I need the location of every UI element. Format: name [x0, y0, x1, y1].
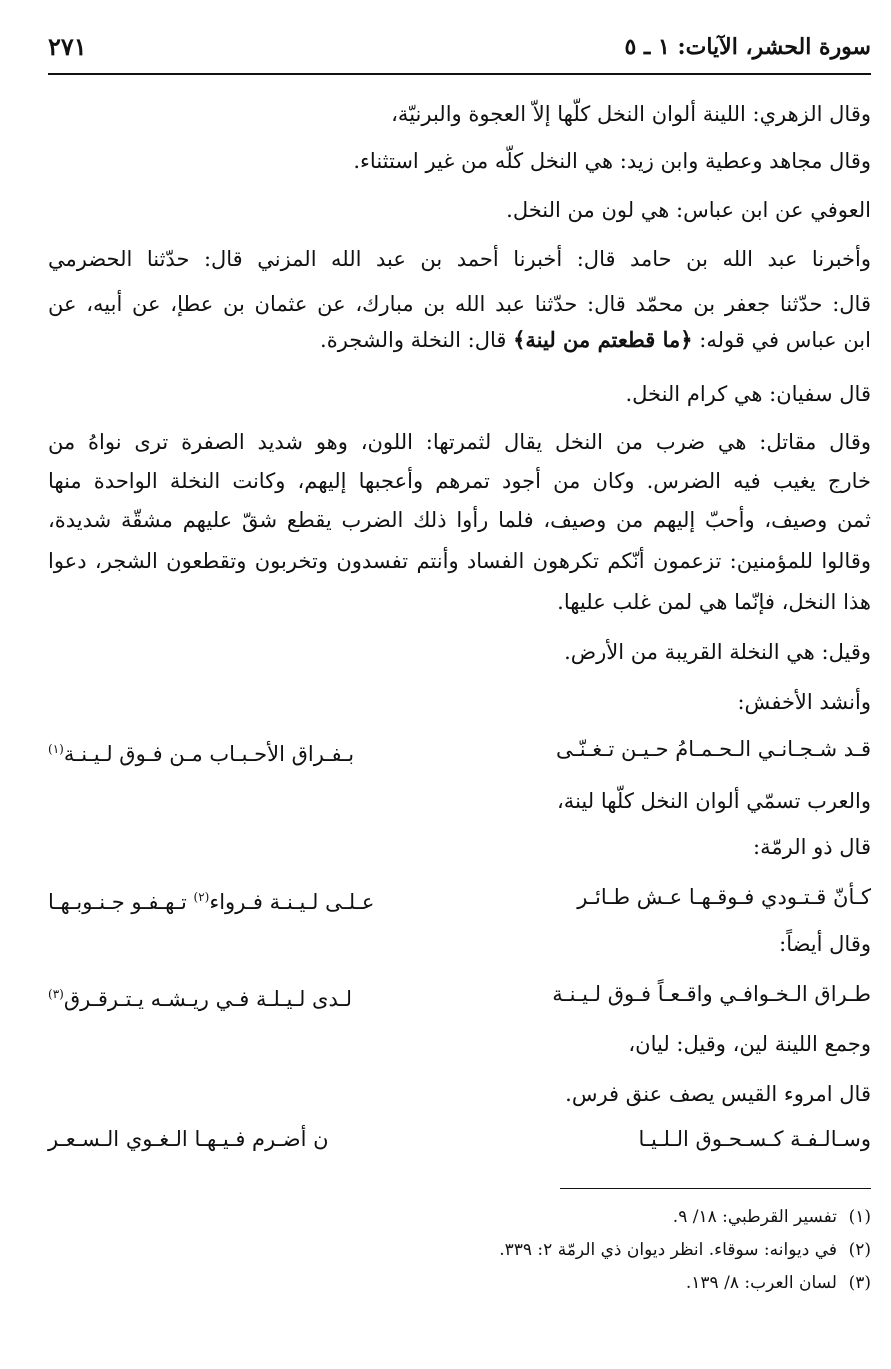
verse-first-hemistich: طـراق الـخـوافـي واقـعـاً فـوق لـيـنـة — [552, 982, 871, 1006]
verse-second-hemistich: لـدى لـيـلـة فـي ريـشـه يـتـرقـرق$^{(٣)}$ — [48, 987, 353, 1011]
text-line: قال امروء القيس يصف عنق فرس. — [565, 1082, 871, 1106]
text-line: وقال مقاتل: هي ضرب من النخل يقال لثمرتها: اللون، وهو شديد الصفرة ترى نواهُ من — [48, 430, 871, 454]
verse-first-hemistich: قـد شـجـانـي الـحـمـامُ حـيـن تـغـنّـى — [556, 737, 871, 761]
surah-title: سورة الحشر، الآيات: ١ ـ ٥ — [624, 34, 871, 60]
footnote: (٣)لسان العرب: ٨/ ١٣٩. — [685, 1273, 871, 1293]
page-header — [48, 34, 871, 74]
text-line: هذا النخل، فإنّما هي لمن غلب عليها. — [557, 590, 871, 614]
footnote-ref: (٢) — [193, 890, 210, 904]
footnote-ref: (١) — [48, 742, 64, 756]
text-line: ثمن وصيف، وأحبّ إليهم من وصيف، فلما رأوا ذلك الضرب يقطع شقّ عليهم مشقّة شديدة، — [48, 508, 871, 532]
verse-first-hemistich: كـأنّ قـتـودي فـوقـهـا عـش طـائـر — [577, 885, 871, 909]
text-line: ابن عباس في قوله: ﴿ما قطعتم من لينة﴾ قال: النخلة والشجرة. — [320, 327, 871, 352]
footnote: (٢)في ديوانه: سوقاء. انظر ديوان ذي الرمّة ٢: ٣٣٩. — [499, 1240, 871, 1260]
poetry-verse — [48, 735, 871, 765]
poetry-verse — [48, 1125, 871, 1155]
verse-second-hemistich: ن أضـرم فـيـهـا الـغـوي الـسـعـر — [48, 1127, 329, 1151]
verse-second-hemistich: عـلـى لـيـنـة فـرواء$^{(٢)}$ تـهـفـو جـنـوبـهـا — [48, 890, 375, 914]
verse-second-hemistich: بـفـراق الأحـبـاب مـن فـوق لـيـنـة$^{(١)}$ — [48, 742, 355, 766]
text-line: وقال الزهري: اللينة ألوان النخل كلّها إلاّ العجوة والبرنيّة، — [391, 102, 871, 126]
text-line: وقالوا للمؤمنين: تزعمون أنّكم تكرهون الفساد وأنتم تفسدون وتخربون وتقطعون الشجر، دعوا — [48, 549, 871, 573]
header-rule — [48, 73, 871, 75]
text-line: قال: حدّثنا جعفر بن محمّد قال: حدّثنا عبد الله بن مبارك، عن عثمان بن عطإ، عن أبيه، عن — [48, 292, 871, 316]
text-line: وأخبرنا عبد الله بن حامد قال: أخبرنا أحمد بن عبد الله المزني قال: حدّثنا الحضرمي — [48, 247, 871, 271]
verse-first-hemistich: وسـالـفـة كـسـحـوق الـلـيـا — [638, 1127, 871, 1151]
text-line: وقيل: هي النخلة القريبة من الأرض. — [564, 640, 871, 664]
text-line: وأنشد الأخفش: — [737, 690, 871, 714]
text-line: والعرب تسمّي ألوان النخل كلّها لينة، — [557, 789, 871, 813]
text-line: وقال أيضاً: — [779, 932, 871, 956]
text-line: قال سفيان: هي كرام النخل. — [625, 382, 871, 406]
footnote: (١)تفسير القرطبي: ١٨/ ٩. — [672, 1207, 871, 1227]
text-line: وقال مجاهد وعطية وابن زيد: هي النخل كلّه من غير استثناء. — [353, 149, 871, 173]
footnote-ref: (٣) — [48, 987, 64, 1001]
poetry-verse — [48, 883, 871, 913]
page-number: ٢٧١ — [48, 32, 87, 61]
text-line: خارج يغيب فيه الضرس. وكان من أجود تمرهم وأعجبها إليهم، وكانت النخلة الواحدة منها — [48, 469, 871, 493]
text-line: وجمع اللينة لين، وقيل: ليان، — [628, 1032, 871, 1056]
text-line: قال ذو الرمّة: — [753, 835, 871, 859]
quran-quote: ﴿ما قطعتم من لينة﴾ — [513, 327, 693, 352]
footnote-rule — [560, 1188, 871, 1189]
text-line: العوفي عن ابن عباس: هي لون من النخل. — [506, 198, 871, 222]
poetry-verse — [48, 980, 871, 1010]
